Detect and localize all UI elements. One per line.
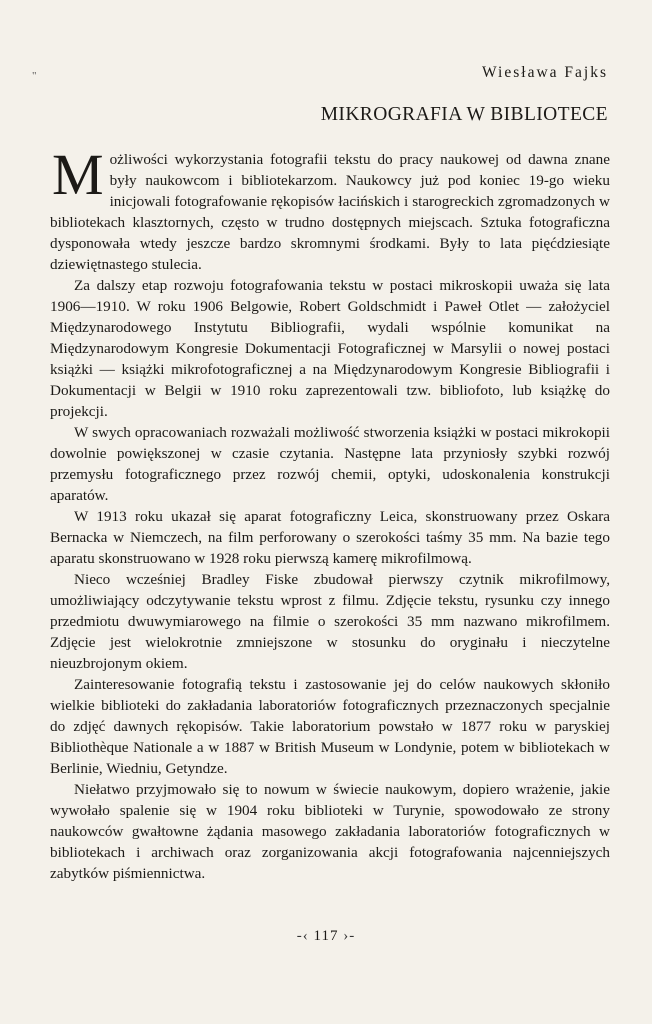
footer-ornament-left: -‹: [296, 928, 309, 944]
paragraph-1: [50, 142, 610, 275]
paragraph-6: Zainteresowanie fotografią tekstu i zastosowanie jej do celów naukowych skłoniło wielkie biblioteki do zakładania laboratoriów fotograficznych przeznaczonych specjalnie do zdjęć dawnych rękopisów. Takie laboratorium powstało w 1877 roku w paryskiej Bibliothèque Nationale a w 1887 w British Museum w Londynie, potem w bibliotekach w Berlinie, Wiedniu, Getyndze.: [50, 676, 610, 777]
paragraph-5: Nieco wcześniej Bradley Fiske zbudował pierwszy czytnik mikrofilmowy, umożliwiający odczytywanie tekstu wprost z filmu. Zdjęcie tekstu, rysunku czy innego przedmiotu dwuwymiarowego na filmie o szerokości 35 mm nazwano mikrofilmem. Zdjęcie jest wielokrotnie zmniejszone w stosunku do oryginału i nieczytelne nieuzbrojonym okiem.: [50, 571, 610, 672]
article-title: MIKROGRAFIA W BIBLIOTECE: [320, 104, 608, 125]
paragraph-4: W 1913 roku ukazał się aparat fotograficzny Leica, skonstruowany przez Oskara Bernacka w Niemczech, na film perforowany o szerokości taśmy 35 mm. Na bazie tego aparatu skonstruowano w 1928 roku pierwszą kamerę mikrofilmową.: [50, 508, 610, 567]
author-name: Wiesława Fajks: [482, 64, 608, 81]
article-body: [50, 142, 610, 884]
drop-cap-letter: M: [52, 142, 104, 207]
footer-ornament-right: ›-: [343, 928, 356, 944]
page-number: 117: [313, 928, 339, 944]
paragraph-3: W swych opracowaniach rozważali możliwość stworzenia książki w postaci mikrokopii dowolnie powiększonej w czasie czytania. Następne lata przyniosły szybki rozwój przemysłu fotograficznego przez rozwój chemii, optyki, udoskonalenia konstrukcji aparatów.: [50, 424, 610, 504]
paragraph-7: Niełatwo przyjmowało się to nowum w świecie naukowym, dopiero wrażenie, jakie wywołało spalenie się w 1904 roku biblioteki w Turynie, spowodowało ze strony naukowców gwałtowne żądania masowego zakładania laboratoriów fotograficznych w bibliotekach i archiwach oraz zorganizowania akcji fotografowania najcenniejszych zabytków piśmiennictwa.: [50, 781, 610, 882]
paragraph-1-text: ożliwości wykorzystania fotografii tekstu do pracy naukowej od dawna znane były naukowcom i bibliotekarzom. Naukowcy już pod koniec 19-go wieku inicjowali fotografowanie rękopisów łacińskich i starogreckich zgromadzonych w bibliotekach klasztornych, często w trudno dostępnych miejscach. Sztuka fotograficzna dysponowała wtedy jeszcze bardzo skromnymi środkami. Były to lata pięćdziesiąte dziewiętnastego stulecia.: [50, 151, 610, 273]
page-footer: [0, 928, 652, 945]
paragraph-2: Za dalszy etap rozwoju fotografowania tekstu w postaci mikroskopii uważa się lata 1906—1910. W roku 1906 Belgowie, Robert Goldschmidt i Paweł Otlet — założyciel Międzynarodowego Instytutu Bibliografii, wydali wspólnie komunikat na Międzynarodowym Kongresie Dokumentacji Fotograficznej w Marsylii o nowej postaci książki — książki mikrofotograficznej a na Międzynarodowym Kongresie Bibliografii i Dokumentacji w Belgii w 1910 roku zaprezentowali tzw. bibliofoto, lub książkę do projekcji.: [50, 277, 610, 420]
stray-print-mark: ": [32, 70, 37, 82]
